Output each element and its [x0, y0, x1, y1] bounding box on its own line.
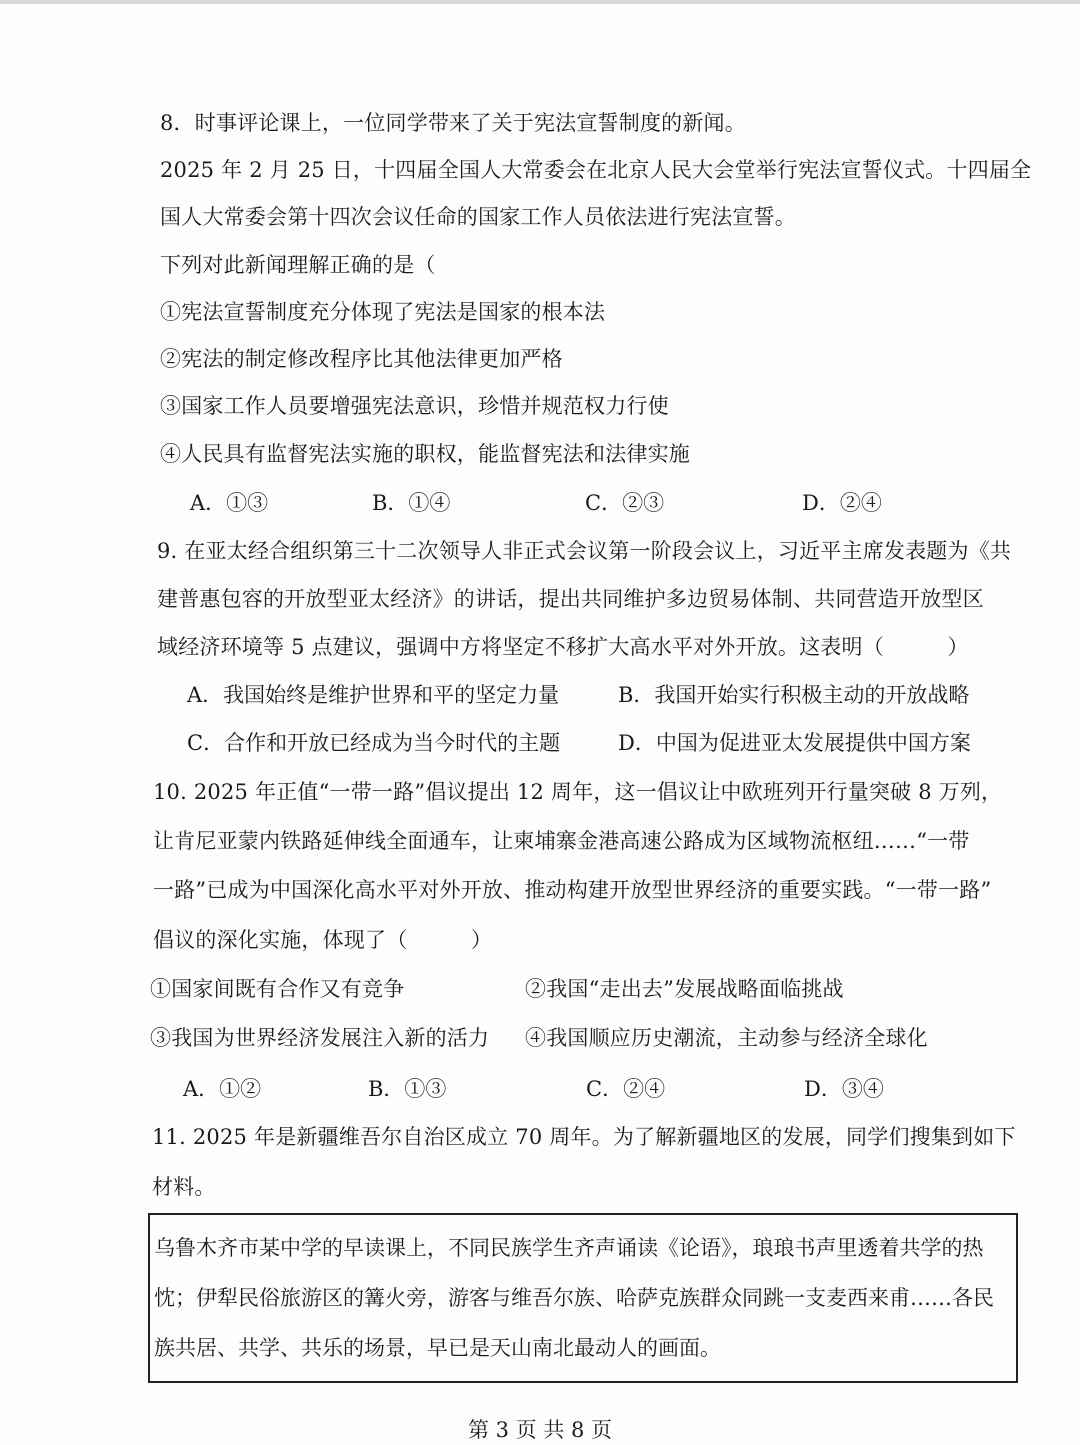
q8-question: 下列对此新闻理解正确的是（: [160, 253, 436, 277]
q8-item-2: ②宪法的制定修改程序比其他法律更加严格: [160, 347, 563, 371]
q8-option-a[interactable]: A．①③: [190, 491, 269, 515]
q8-option-c[interactable]: C．②③: [585, 491, 665, 515]
q10-line-2: 让肯尼亚蒙内铁路延伸线全面通车，让柬埔寨金港高速公路成为区域物流枢纽……“一带: [153, 829, 970, 853]
q10-item-3: ③我国为世界经济发展注入新的活力: [150, 1026, 490, 1050]
q9-option-a[interactable]: A．我国始终是维护世界和平的坚定力量: [187, 683, 560, 707]
q10-option-c[interactable]: C．②④: [586, 1077, 666, 1101]
q8-item-4: ④人民具有监督宪法实施的职权，能监督宪法和法律实施: [160, 442, 690, 466]
q10-line-3: 一路”已成为中国深化高水平对外开放、推动构建开放型世界经济的重要实践。“一带一路”: [153, 878, 992, 902]
q8-option-b[interactable]: B．①④: [372, 491, 451, 515]
q9-option-b[interactable]: B．我国开始实行积极主动的开放战略: [618, 683, 970, 707]
q8-paragraph-1: 2025 年 2 月 25 日，十四届全国人大常委会在北京人民大会堂举行宪法宣誓仪式。十四届全: [160, 158, 1032, 182]
q9-line-3: 域经济环境等 5 点建议，强调中方将坚定不移扩大高水平对外开放。这表明（ ）: [157, 635, 969, 659]
q10-line-4: 倡议的深化实施，体现了（ ）: [153, 928, 493, 952]
q11-material-box: [148, 1213, 1018, 1383]
q9-option-d[interactable]: D．中国为促进亚太发展提供中国方案: [618, 731, 971, 755]
q8-item-1: ①宪法宣誓制度充分体现了宪法是国家的根本法: [160, 300, 606, 324]
q10-option-b[interactable]: B．①③: [368, 1077, 447, 1101]
q9-line-1: 9. 在亚太经合组织第三十二次领导人非正式会议第一阶段会议上，习近平主席发表题为《共: [157, 539, 1012, 563]
page-number-footer: 第 3 页 共 8 页: [467, 1418, 613, 1442]
q10-item-4: ④我国顺应历史潮流，主动参与经济全球化: [525, 1026, 928, 1050]
q9-option-c[interactable]: C．合作和开放已经成为当今时代的主题: [187, 731, 561, 755]
q8-paragraph-2: 国人大常委会第十四次会议任命的国家工作人员依法进行宪法宣誓。: [160, 205, 796, 229]
q10-line-1: 10. 2025 年正值“一带一路”倡议提出 12 周年，这一倡议让中欧班列开行量突破 8 万列，: [153, 780, 1003, 804]
q9-line-2: 建普惠包容的开放型亚太经济》的讲话，提出共同维护多边贸易体制、共同营造开放型区: [157, 587, 984, 611]
q11-line-1: 11. 2025 年是新疆维吾尔自治区成立 70 周年。为了解新疆地区的发展，同学们搜集到如下: [152, 1125, 1016, 1149]
q11-box-line-3: 族共居、共学、共乐的场景，早已是天山南北最动人的画面。: [154, 1336, 721, 1360]
q11-box-line-2: 忱；伊犁民俗旅游区的篝火旁，游客与维吾尔族、哈萨克族群众同跳一支麦西来甫……各民: [154, 1286, 994, 1310]
q8-title: 8．时事评论课上，一位同学带来了关于宪法宣誓制度的新闻。: [160, 111, 746, 135]
page-top-edge: [0, 0, 1080, 4]
q8-option-d[interactable]: D．②④: [802, 491, 882, 515]
q10-option-d[interactable]: D．③④: [804, 1077, 884, 1101]
q10-item-2: ②我国“走出去”发展战略面临挑战: [525, 977, 844, 1001]
q11-line-2: 材料。: [152, 1175, 216, 1199]
q11-box-line-1: 乌鲁木齐市某中学的早读课上，不同民族学生齐声诵读《论语》，琅琅书声里透着共学的热: [154, 1236, 984, 1260]
q8-item-3: ③国家工作人员要增强宪法意识，珍惜并规范权力行使: [160, 394, 669, 418]
q10-item-1: ①国家间既有合作又有竞争: [150, 977, 405, 1001]
q10-option-a[interactable]: A．①②: [183, 1077, 262, 1101]
